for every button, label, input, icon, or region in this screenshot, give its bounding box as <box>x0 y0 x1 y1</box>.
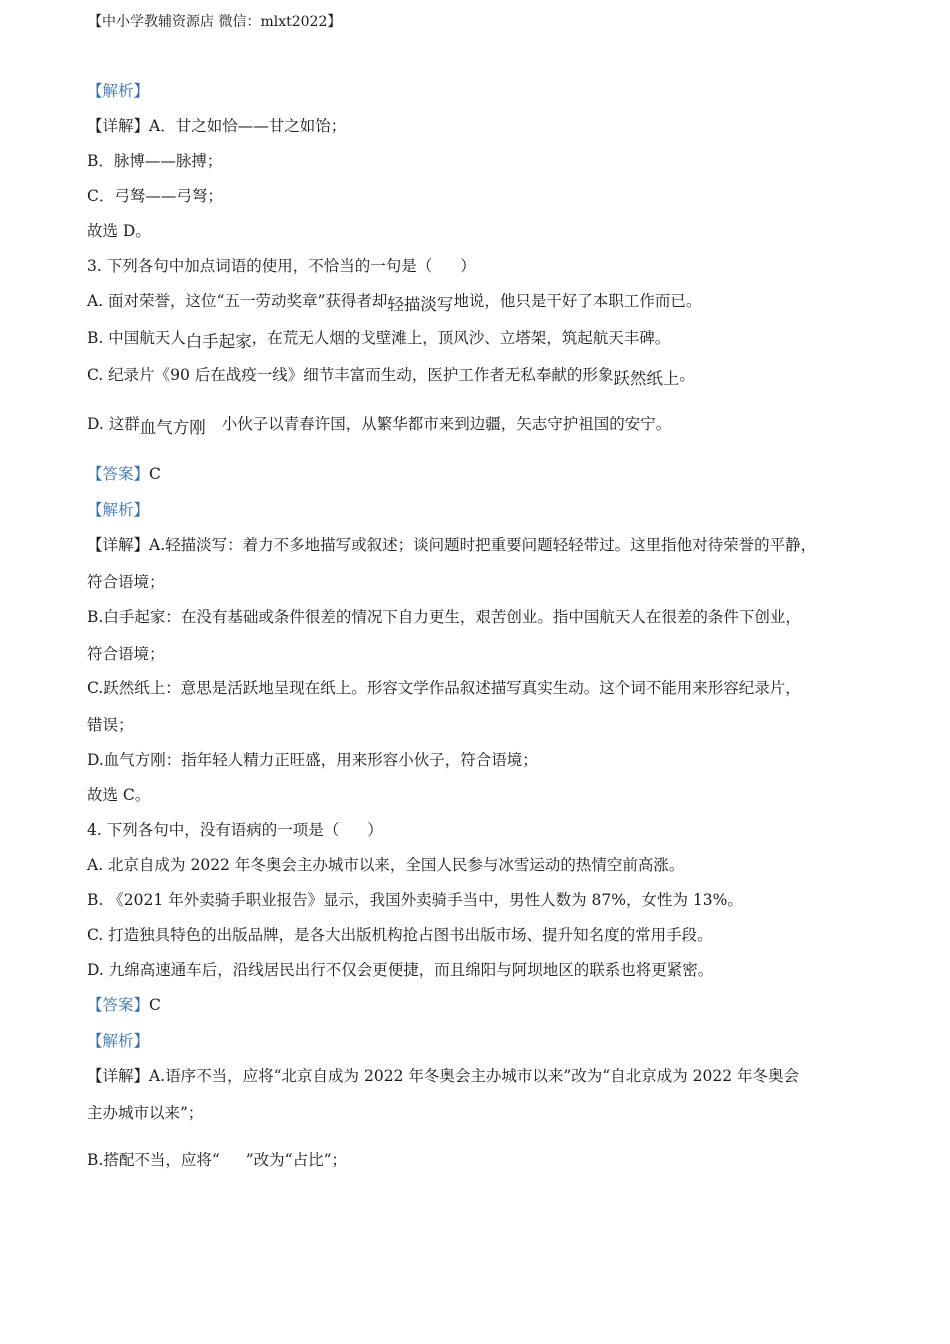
detail-line: D.血气方刚：指年轻人精力正旺盛，用来形容小伙子，符合语境； <box>87 751 538 769</box>
option-text: ，在荒无人烟的戈壁滩上，顶风沙、立塔架，筑起航天丰碑。 <box>251 329 671 347</box>
option-c <box>87 364 695 386</box>
detail-line: 主办城市以来”； <box>87 1104 204 1122</box>
option-c: C. 打造独具特色的出版品牌，是各大出版机构抢占图书出版市场、提升知名度的常用手段。 <box>87 926 713 944</box>
dotted-word: 轻描淡写 <box>387 295 454 314</box>
answer-tag: 【答案】 <box>87 996 150 1014</box>
option-text: B. 中国航天人 <box>87 329 186 347</box>
question-stem <box>87 819 383 841</box>
analysis-tag: 【解析】 <box>87 82 150 100</box>
detail-prefix: 【详解】 <box>87 1067 150 1085</box>
conclusion: 故选 D。 <box>87 222 151 240</box>
detail-line: 符合语境； <box>87 573 165 591</box>
detail-prefix: 【详解】 <box>87 536 150 554</box>
answer-value: C <box>149 996 161 1014</box>
analysis-tag: 【解析】 <box>87 501 150 519</box>
option-b: B. 《2021 年外卖骑手职业报告》显示，我国外卖骑手当中，男性人数为 87%，女性为 13%。 <box>87 891 743 909</box>
option-text: C. 纪录片《90 后在战疫一线》细节丰富而生动，医护工作者无私奉献的形象 <box>87 366 614 384</box>
detail-line <box>87 534 816 556</box>
stem-close: ） <box>460 257 476 275</box>
option-text: 。 <box>679 366 695 384</box>
detail-line <box>87 115 346 137</box>
option-b <box>87 327 670 349</box>
dotted-word: 白手起家 <box>185 332 252 351</box>
option-a <box>87 290 701 312</box>
detail-line <box>87 1065 799 1087</box>
detail-line: C．弓驽——弓弩； <box>87 187 223 205</box>
detail-line: 符合语境； <box>87 645 165 663</box>
detail-text: A．甘之如恰——甘之如饴； <box>149 117 347 135</box>
question-stem <box>87 255 476 277</box>
conclusion: 故选 C。 <box>87 786 151 804</box>
answer-line <box>87 994 161 1016</box>
answer-tag: 【答案】 <box>87 465 150 483</box>
detail-text: ”改为“占比”； <box>245 1151 348 1169</box>
detail-line: 错误； <box>87 716 134 734</box>
stem-text: 4. 下列各句中，没有语病的一项是（ <box>87 821 340 839</box>
option-text: A. 面对荣誉，这位“五一劳动奖章”获得者却 <box>87 292 388 310</box>
option-text: 地说，他只是干好了本职工作而已。 <box>453 292 702 310</box>
stem-text: 3. 下列各句中加点词语的使用，不恰当的一句是（ <box>87 257 433 275</box>
option-text: D. 这群 <box>87 415 140 433</box>
answer-line <box>87 463 161 485</box>
stem-close: ） <box>367 821 383 839</box>
option-d: D. 九绵高速通车后，沿线居民出行不仅会更便捷，而且绵阳与阿坝地区的联系也将更紧密。 <box>87 961 714 979</box>
detail-prefix: 【详解】 <box>87 117 150 135</box>
detail-line: B.白手起家：在没有基础或条件很差的情况下自力更生，艰苦创业。指中国航天人在很差的条件下创业， <box>87 608 801 626</box>
detail-text: A.语序不当，应将“北京自成为 2022 年冬奥会主办城市以来”改为“自北京成为 2022 年冬奥会 <box>149 1067 800 1085</box>
detail-line: C.跃然纸上：意思是活跃地呈现在纸上。形容文学作品叙述描写真实生动。这个词不能用来形容纪录片， <box>87 679 801 697</box>
detail-text: A.轻描淡写：着力不多地描写或叙述；谈问题时把重要问题轻轻带过。这里指他对待荣誉的平静， <box>149 536 817 554</box>
option-a: A. 北京自成为 2022 年冬奥会主办城市以来，全国人民参与冰雪运动的热情空前高涨。 <box>87 856 685 874</box>
answer-value: C <box>149 465 161 483</box>
detail-text: B.搭配不当，应将“ <box>87 1151 220 1169</box>
detail-line <box>87 1149 347 1171</box>
option-d <box>87 413 671 435</box>
analysis-tag: 【解析】 <box>87 1032 150 1050</box>
option-text: 小伙子以青春许国，从繁华都市来到边疆，矢志守护祖国的安宁。 <box>221 415 672 433</box>
detail-line: B．脉博——脉搏； <box>87 152 223 170</box>
dotted-word: 跃然纸上 <box>613 369 680 388</box>
dotted-word: 血气方刚 <box>139 418 206 437</box>
page-header: 【中小学教辅资源店 微信：mlxt2022】 <box>88 14 342 30</box>
